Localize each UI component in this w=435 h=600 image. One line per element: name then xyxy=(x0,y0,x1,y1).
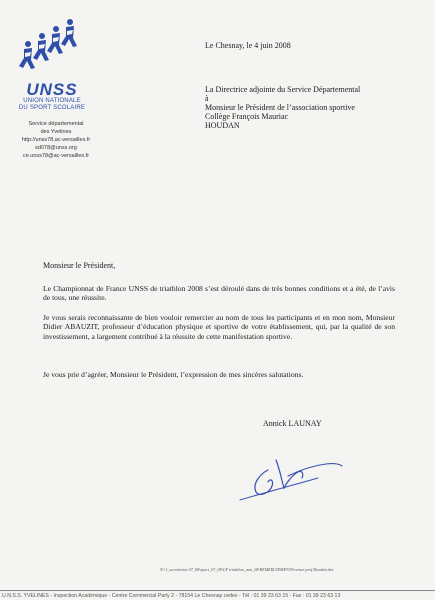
unss-runners-logo xyxy=(16,18,86,78)
recipient-line3: Monsieur le Président de l’association sportive xyxy=(205,103,355,112)
paragraph-2: Je vous serais reconnaissante de bien vouloir remercier au nom de tous les participants et en mon nom, Monsieur Didier ABAUZIT, professeur d’éducation physique et sportive de votre établissement, qui, par la qualité de son investissement, a largement contribué à la réussite de cette manifestation sportive. xyxy=(43,313,395,341)
org-line2: des Yvelines xyxy=(40,129,72,135)
org-email2: ce.unss78@ac-versailles.fr xyxy=(22,153,90,159)
recipient-line1: La Directrice adjointe du Service Départemental xyxy=(205,85,361,94)
footer-address: U.N.S.S. YVELINES - Inspection Académique - Centre Commercial Parly 2 - 78154 Le Chesnay cedex - Tél : 01 39 23 63 15 - Fax : 01 39 23 63 13 xyxy=(2,593,341,599)
recipient-line4: Collège François Mauriac xyxy=(205,112,289,121)
paragraph-1: Le Championnat de France UNSS de triathlon 2008 s’est déroulé dans de très bonnes conditions et a été, de l’avis de tous, une réussite. xyxy=(43,284,395,303)
recipient-line2: à xyxy=(205,94,209,103)
handwritten-signature xyxy=(230,448,350,508)
letter-date: Le Chesnay, le 4 juin 2008 xyxy=(205,41,291,50)
footer-divider xyxy=(0,590,435,591)
org-email1: sd078@unss.org xyxy=(35,145,77,151)
recipient-line5: HOUDAN xyxy=(205,121,240,130)
organization-block xyxy=(12,120,100,160)
recipient-block xyxy=(205,85,360,130)
logo-subtitle-line2: DU SPORT SCOLAIRE xyxy=(18,105,86,111)
paragraph-3: Je vous prie d’agréer, Monsieur le Président, l’expression de mes sincères salutations. xyxy=(43,370,304,379)
salutation: Monsieur le Président, xyxy=(43,261,116,270)
file-path-note: N:\1_secrétariat 07_08\sport_07_08\CF triathlon_mai_08\REMERCIEMENTS\remer prof Houdan.doc xyxy=(160,567,334,572)
logo-wordmark: UNSS xyxy=(26,80,78,99)
logo-subtitle xyxy=(10,98,94,112)
org-line1: Service départemental xyxy=(28,121,84,127)
signer-name: Annick LAUNAY xyxy=(263,419,322,428)
logo-subtitle-line1: UNION NATIONALE xyxy=(23,98,81,104)
org-website: http://unss78.ac-versailles.fr xyxy=(21,137,91,143)
